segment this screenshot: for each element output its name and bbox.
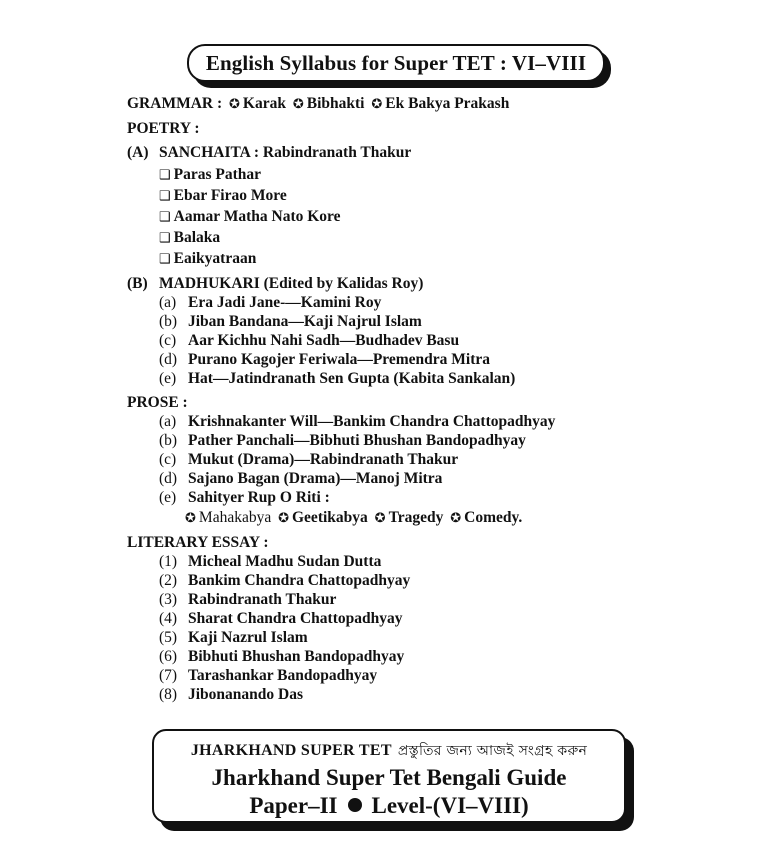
- item-index: (e): [159, 370, 177, 387]
- item-index: (c): [159, 451, 177, 468]
- star-bullet-icon: ✪: [185, 510, 196, 525]
- poem-title: Balaka: [173, 229, 221, 246]
- star-bullet-icon: ✪: [292, 96, 304, 111]
- item-text: Sajano Bagan (Drama)—Manoj Mitra: [188, 470, 443, 487]
- advert-guide-title: Jharkhand Super Tet Bengali Guide: [211, 765, 567, 790]
- poetry-b-title-text: MADHUKARI (Edited by Kalidas Roy): [159, 275, 424, 292]
- list-item: [127, 164, 727, 185]
- grammar-line: [127, 94, 727, 113]
- item-text: Jibonanando Das: [188, 686, 304, 703]
- checkbox-bullet-icon: ❑: [159, 209, 171, 224]
- item-text: Mukut (Drama)—Rabindranath Thakur: [188, 451, 459, 468]
- item-index: (b): [159, 432, 178, 449]
- list-item: [127, 369, 727, 388]
- item-index: (d): [159, 470, 178, 487]
- list-item: [127, 609, 727, 628]
- poetry-a-marker: (A): [127, 144, 149, 161]
- list-item: [127, 431, 727, 450]
- poem-title: Paras Pathar: [173, 166, 262, 183]
- grammar-heading: GRAMMAR :: [127, 95, 223, 112]
- list-item: [127, 248, 727, 269]
- item-index: (d): [159, 351, 178, 368]
- item-text: Tarashankar Bandopadhyay: [188, 667, 378, 684]
- list-item: [127, 571, 727, 590]
- poetry-a-title: [127, 143, 727, 162]
- item-text: Pather Panchali—Bibhuti Bhushan Bandopadhyay: [188, 432, 526, 449]
- star-bullet-icon: ✪: [374, 510, 386, 525]
- list-item: [127, 350, 727, 369]
- guide-advert: [152, 729, 626, 823]
- item-text: Micheal Madhu Sudan Dutta: [188, 553, 382, 570]
- list-item: [127, 685, 727, 704]
- advert-line-1: [154, 739, 624, 763]
- item-text: Rabindranath Thakur: [188, 591, 337, 608]
- list-item: [127, 293, 727, 312]
- list-item: [127, 412, 727, 431]
- page-title: English Syllabus for Super TET : VI–VIII: [187, 44, 605, 82]
- list-item: [127, 666, 727, 685]
- advert-paper-level: [154, 793, 624, 819]
- guide-advert-box: [152, 729, 626, 823]
- list-item: [127, 590, 727, 609]
- list-item: [127, 488, 727, 507]
- advert-bengali-text: প্রস্তুতির জন্য আজই সংগ্রহ করুন: [397, 743, 588, 759]
- item-text: Bankim Chandra Chattopadhyay: [188, 572, 411, 589]
- item-text: Purano Kagojer Feriwala—Premendra Mitra: [188, 351, 491, 368]
- item-index: (c): [159, 332, 177, 349]
- riti-item: Tragedy: [388, 509, 444, 526]
- list-item: [127, 647, 727, 666]
- item-text: Sahityer Rup O Riti :: [188, 489, 330, 506]
- list-item: [127, 331, 727, 350]
- item-index: (6): [159, 648, 178, 665]
- item-text: Sharat Chandra Chattopadhyay: [188, 610, 403, 627]
- riti-item: Comedy.: [464, 509, 523, 526]
- grammar-item: Bibhakti: [306, 95, 365, 112]
- list-item: [127, 206, 727, 227]
- star-bullet-icon: ✪: [229, 96, 240, 111]
- list-item: [127, 312, 727, 331]
- list-item: [127, 227, 727, 248]
- item-index: (7): [159, 667, 178, 684]
- essay-heading: LITERARY ESSAY :: [127, 534, 269, 551]
- checkbox-bullet-icon: ❑: [159, 188, 171, 203]
- list-item: [127, 552, 727, 571]
- poetry-b-title: [127, 274, 727, 293]
- poem-title: Eaikyatraan: [173, 250, 257, 267]
- list-item: [127, 469, 727, 488]
- advert-paper: Paper–II: [249, 793, 338, 818]
- item-index: (a): [159, 294, 177, 311]
- poetry-a-title-text: SANCHAITA : Rabindranath Thakur: [159, 144, 412, 161]
- poetry-heading: POETRY :: [127, 120, 200, 137]
- list-item: [127, 185, 727, 206]
- star-bullet-icon: ✪: [371, 96, 383, 111]
- item-index: (3): [159, 591, 178, 608]
- grammar-item: Karak: [242, 95, 286, 112]
- advert-level: Level-(VI–VIII): [371, 793, 529, 818]
- item-text: Kaji Nazrul Islam: [188, 629, 308, 646]
- advert-exam-name: JHARKHAND SUPER TET: [190, 742, 392, 759]
- bullet-dot-icon: [348, 798, 362, 812]
- checkbox-bullet-icon: ❑: [159, 230, 171, 245]
- item-text: Krishnakanter Will—Bankim Chandra Chattopadhyay: [188, 413, 556, 430]
- checkbox-bullet-icon: ❑: [159, 251, 171, 266]
- item-index: (8): [159, 686, 178, 703]
- riti-item: Mahakabya: [198, 509, 272, 526]
- poem-title: Ebar Firao More: [173, 187, 287, 204]
- list-item: [127, 450, 727, 469]
- poem-title: Aamar Matha Nato Kore: [173, 208, 341, 225]
- title-banner: [187, 44, 605, 82]
- item-text: Hat—Jatindranath Sen Gupta (Kabita Sankalan): [188, 370, 516, 387]
- riti-line: [127, 508, 727, 527]
- list-item: [127, 628, 727, 647]
- prose-heading: PROSE :: [127, 394, 188, 411]
- poetry-b-marker: (B): [127, 275, 148, 292]
- item-index: (e): [159, 489, 177, 506]
- checkbox-bullet-icon: ❑: [159, 167, 171, 182]
- item-index: (4): [159, 610, 178, 627]
- item-index: (b): [159, 313, 178, 330]
- item-text: Bibhuti Bhushan Bandopadhyay: [188, 648, 405, 665]
- grammar-item: Ek Bakya Prakash: [385, 95, 510, 112]
- star-bullet-icon: ✪: [278, 510, 289, 525]
- syllabus-content: [127, 94, 727, 704]
- item-text: Jiban Bandana—Kaji Najrul Islam: [188, 313, 422, 330]
- star-bullet-icon: ✪: [450, 510, 462, 525]
- item-index: (a): [159, 413, 177, 430]
- item-text: Era Jadi Jane-—Kamini Roy: [188, 294, 382, 311]
- item-index: (2): [159, 572, 178, 589]
- item-text: Aar Kichhu Nahi Sadh—Budhadev Basu: [188, 332, 460, 349]
- item-index: (1): [159, 553, 178, 570]
- item-index: (5): [159, 629, 178, 646]
- riti-item: Geetikabya: [292, 509, 368, 526]
